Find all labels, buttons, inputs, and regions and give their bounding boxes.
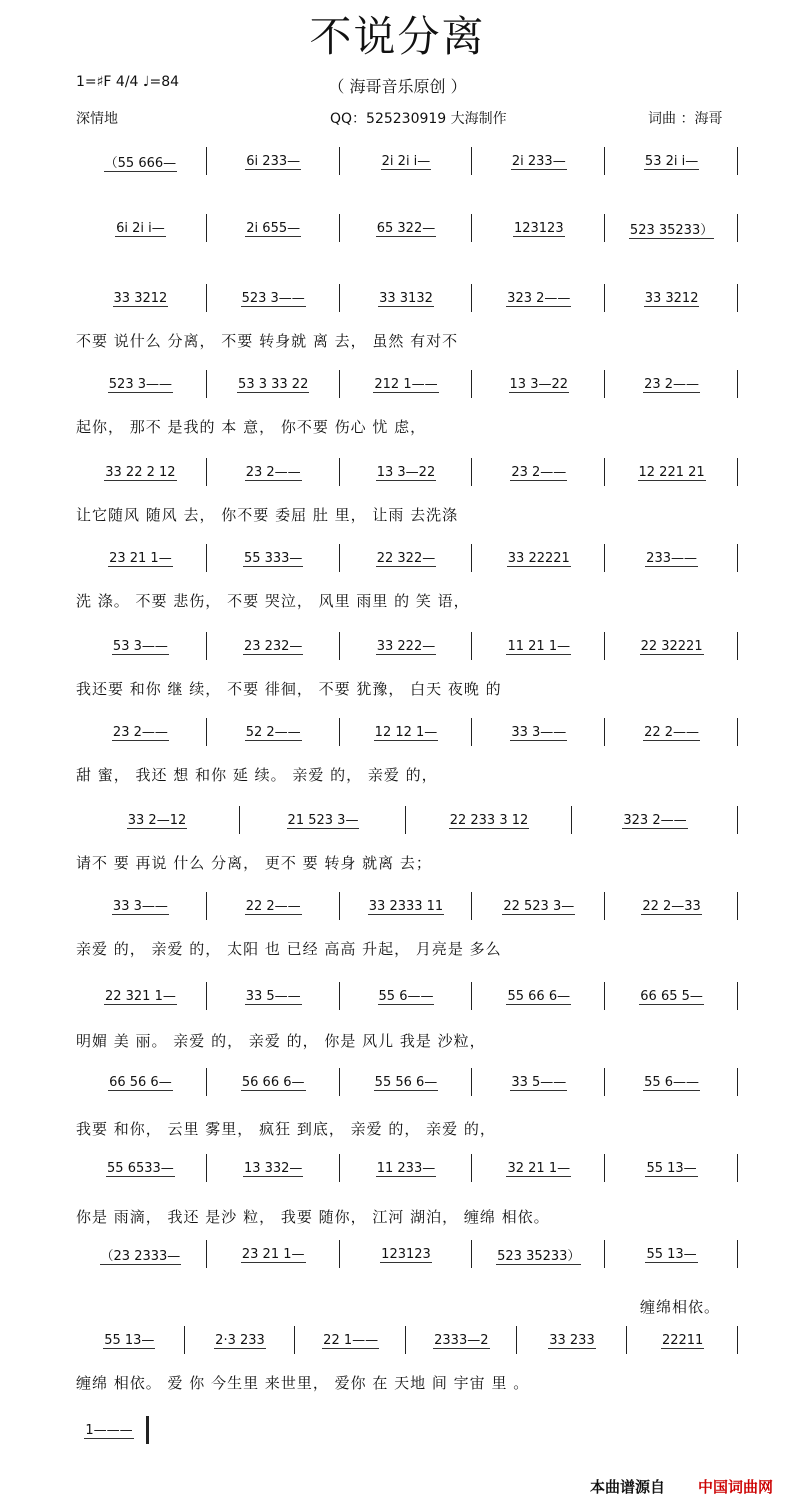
- measure-notes: 33 3132: [379, 291, 433, 306]
- music-line: [74, 716, 738, 750]
- measure-notes: 22 321 1—: [104, 989, 176, 1004]
- measure: [295, 1326, 406, 1356]
- measure: [472, 1154, 605, 1184]
- measure: [472, 284, 605, 314]
- measure-notes: 22 523 3—: [503, 899, 575, 914]
- music-line: [74, 630, 738, 664]
- measure: [605, 892, 738, 922]
- measure-notes: 123123: [381, 1247, 431, 1262]
- measure: [74, 806, 240, 836]
- measure-notes: 13 3—22: [376, 465, 436, 480]
- lyric-line: 我要 和你， 云里 雾里， 疯狂 到底， 亲爱 的， 亲爱 的，: [76, 1120, 496, 1138]
- measure-notes: 55 56 6—: [374, 1075, 438, 1090]
- measure-notes: 13 332—: [243, 1161, 303, 1176]
- measure: [406, 806, 572, 836]
- music-line: [74, 1324, 738, 1358]
- measure-notes: 23 2——: [511, 465, 567, 480]
- measure-notes: 33 233: [549, 1333, 595, 1348]
- measure-notes: （23 2333—: [100, 1245, 182, 1265]
- bar-line: [737, 806, 738, 834]
- measure: [74, 718, 207, 748]
- music-line: [74, 542, 738, 576]
- measure: [605, 214, 738, 244]
- measure-notes: 33 22221: [507, 551, 570, 566]
- lyric-line: 洗 涤。 不要 悲伤， 不要 哭泣， 风里 雨里 的 笑 语，: [76, 592, 470, 610]
- measure-notes: 33 22 2 12: [105, 465, 176, 480]
- measure-notes: 33 222—: [376, 639, 436, 654]
- measure: [472, 544, 605, 574]
- measure-notes: 23 21 1—: [241, 1247, 305, 1262]
- measure: [605, 370, 738, 400]
- measure-notes: 123123: [513, 221, 564, 236]
- measure: [472, 1240, 605, 1270]
- measure-notes: 2i 233—: [511, 154, 566, 169]
- measure-notes: 33 3——: [511, 725, 567, 740]
- subtitle: （ 海哥音乐原创 ）: [328, 77, 467, 96]
- measure: [605, 718, 738, 748]
- measure: [605, 458, 738, 488]
- measure-notes: 33 5——: [245, 989, 301, 1004]
- bar-line: [737, 718, 738, 746]
- measure: [74, 370, 207, 400]
- measure-notes: 55 6——: [378, 989, 434, 1004]
- measure: [340, 892, 473, 922]
- measure-notes: 22 233 3 12: [449, 813, 529, 828]
- measure-notes: 2i 2i i—: [381, 154, 431, 169]
- measure: [605, 1240, 738, 1270]
- measure-notes: 55 13—: [646, 1247, 697, 1262]
- measure: [207, 370, 340, 400]
- measure-notes: 55 6533—: [107, 1161, 174, 1176]
- measure-notes: 523 3——: [241, 291, 305, 306]
- measure: [472, 370, 605, 400]
- music-line: [74, 1066, 738, 1100]
- measure-notes: 12 12 1—: [374, 725, 438, 740]
- measure: [74, 1416, 144, 1446]
- measure-notes: 23 232—: [243, 639, 303, 654]
- measure-notes: 2333—2: [434, 1333, 489, 1348]
- lyric-line: 让它随风 随风 去， 你不要 委屈 肚 里， 让雨 去洗涤: [76, 506, 459, 524]
- measure: [472, 718, 605, 748]
- measure: [74, 892, 207, 922]
- measure: [207, 982, 340, 1012]
- measure-notes: 55 66 6—: [507, 989, 571, 1004]
- measure: [340, 370, 473, 400]
- measure: [74, 147, 207, 177]
- measure-notes: 53 2i i—: [644, 154, 699, 169]
- measure: [185, 1326, 296, 1356]
- measure-notes: 523 3——: [108, 377, 172, 392]
- measure-notes: 2i 655—: [246, 221, 301, 236]
- measure: [605, 982, 738, 1012]
- measure: [207, 284, 340, 314]
- measure-notes: 21 523 3—: [287, 813, 359, 828]
- bar-line: [737, 284, 738, 312]
- measure: [340, 284, 473, 314]
- measure-notes: 11 233—: [376, 1161, 436, 1176]
- lyric-line: 缠绵 相依。 爱 你 今生里 来世里， 爱你 在 天地 间 宇宙 里 。: [76, 1374, 530, 1392]
- measure-notes: 523 35233）: [496, 1245, 581, 1265]
- measure-notes: 53 3——: [112, 639, 168, 654]
- bar-line: [737, 370, 738, 398]
- measure: [472, 147, 605, 177]
- measure: [627, 1326, 738, 1356]
- lyric-line: 甜 蜜， 我还 想 和你 延 续。 亲爱 的， 亲爱 的，: [76, 766, 438, 784]
- music-line: [74, 145, 738, 179]
- measure: [207, 1240, 340, 1270]
- bar-line: [737, 214, 738, 242]
- measure: [74, 1154, 207, 1184]
- measure-notes: 22 2—33: [642, 899, 701, 914]
- lyric-line: 亲爱 的， 亲爱 的， 太阳 也 已经 高高 升起， 月亮是 多么: [76, 940, 502, 958]
- measure: [605, 147, 738, 177]
- lyric-line: 我还要 和你 继 续， 不要 徘徊， 不要 犹豫， 白天 夜晚 的: [76, 680, 502, 698]
- music-line: [74, 980, 738, 1014]
- measure: [207, 458, 340, 488]
- measure: [340, 1240, 473, 1270]
- bar-line: [737, 1068, 738, 1096]
- lyric-line: 起你， 那不 是我的 本 意， 你不要 伤心 忧 虑，: [76, 418, 427, 436]
- measure: [605, 632, 738, 662]
- measure: [74, 1326, 185, 1356]
- measure: [340, 632, 473, 662]
- measure-notes: 55 13—: [646, 1161, 697, 1176]
- measure: [74, 1068, 207, 1098]
- measure: [605, 1068, 738, 1098]
- measure-notes: 22211: [661, 1333, 704, 1348]
- measure: [340, 718, 473, 748]
- measure-notes: 13 3—22: [509, 377, 569, 392]
- lyric-line: 缠绵相依。: [640, 1298, 721, 1316]
- source-site-link[interactable]: 中国词曲网: [698, 1478, 774, 1496]
- measure-notes: 52 2——: [245, 725, 301, 740]
- measure: [207, 214, 340, 244]
- bar-line: [737, 147, 738, 175]
- final-bar-line: [146, 1416, 149, 1444]
- measure-notes: 33 3212: [644, 291, 699, 306]
- measure: [605, 284, 738, 314]
- measure-notes: 212 1——: [374, 377, 438, 392]
- measure-notes: 6i 233—: [246, 154, 301, 169]
- measure: [517, 1326, 628, 1356]
- source-label: 本曲谱源自: [590, 1478, 666, 1496]
- measure: [406, 1326, 517, 1356]
- measure-notes: 23 2——: [245, 465, 301, 480]
- bar-line: [737, 1326, 738, 1354]
- measure-notes: 6i 2i i—: [116, 221, 165, 236]
- measure: [207, 632, 340, 662]
- music-line: [74, 890, 738, 924]
- measure-notes: 33 2—12: [127, 813, 187, 828]
- measure-notes: 22 322—: [376, 551, 436, 566]
- measure-notes: 323 2——: [507, 291, 571, 306]
- measure: [74, 1240, 207, 1270]
- lyric-line: 你是 雨滴， 我还 是沙 粒， 我要 随你， 江河 湖泊， 缠绵 相依。: [76, 1208, 550, 1226]
- measure: [74, 632, 207, 662]
- measure: [207, 892, 340, 922]
- measure-notes: 33 5——: [511, 1075, 567, 1090]
- performance-mood: 深情地: [76, 111, 118, 127]
- bar-line: [737, 458, 738, 486]
- measure-notes: 66 65 5—: [640, 989, 703, 1004]
- measure-notes: 22 1——: [323, 1333, 379, 1348]
- measure: [74, 458, 207, 488]
- measure-notes: 65 322—: [376, 221, 436, 236]
- measure: [472, 214, 605, 244]
- measure-notes: 22 2——: [245, 899, 301, 914]
- music-line: [74, 212, 738, 246]
- measure: [472, 1068, 605, 1098]
- measure: [74, 982, 207, 1012]
- measure-notes: 53 3 33 22: [238, 377, 309, 392]
- measure: [340, 1068, 473, 1098]
- measure: [207, 147, 340, 177]
- measure: [340, 458, 473, 488]
- measure: [207, 718, 340, 748]
- measure-notes: 66 56 6—: [109, 1075, 172, 1090]
- measure: [340, 544, 473, 574]
- measure: [74, 214, 207, 244]
- measure: [472, 982, 605, 1012]
- measure-notes: 56 66 6—: [241, 1075, 305, 1090]
- measure: [207, 544, 340, 574]
- bar-line: [737, 1240, 738, 1268]
- measure: [74, 544, 207, 574]
- measure-notes: 32 21 1—: [507, 1161, 571, 1176]
- measure: [340, 214, 473, 244]
- composer-credit: 词曲 ：海哥: [648, 111, 723, 127]
- measure: [340, 147, 473, 177]
- bar-line: [737, 1154, 738, 1182]
- music-line: [74, 456, 738, 490]
- measure-notes: 1———: [85, 1423, 133, 1438]
- lyric-line: 明媚 美 丽。 亲爱 的， 亲爱 的， 你是 风儿 我是 沙粒，: [76, 1032, 486, 1050]
- music-line: [74, 368, 738, 402]
- key-signature: 1=♯F 4/4 ♩=84: [76, 74, 180, 90]
- measure-notes: 11 21 1—: [507, 639, 571, 654]
- bar-line: [737, 544, 738, 572]
- measure-notes: （55 666—: [104, 152, 178, 172]
- measure: [207, 1154, 340, 1184]
- measure: [572, 806, 738, 836]
- measure: [240, 806, 406, 836]
- measure-notes: 55 333—: [243, 551, 303, 566]
- music-line: [74, 804, 738, 838]
- bar-line: [737, 632, 738, 660]
- measure: [605, 544, 738, 574]
- song-title: 不说分离: [309, 12, 486, 61]
- measure: [472, 632, 605, 662]
- lyric-line: 不要 说什么 分离， 不要 转身就 离 去， 虽然 有对不: [76, 332, 459, 350]
- music-line: [74, 1152, 738, 1186]
- measure: [472, 458, 605, 488]
- measure-notes: 23 21 1—: [109, 551, 172, 566]
- measure: [207, 1068, 340, 1098]
- measure-notes: 12 221 21: [638, 465, 705, 480]
- measure: [340, 982, 473, 1012]
- measure-notes: 2·3 233: [215, 1333, 265, 1348]
- measure: [605, 1154, 738, 1184]
- music-line: [74, 282, 738, 316]
- measure-notes: 55 6——: [644, 1075, 700, 1090]
- measure-notes: 55 13—: [104, 1333, 155, 1348]
- measure-notes: 523 35233）: [629, 219, 714, 239]
- measure-notes: 33 2333 11: [368, 899, 444, 914]
- music-line: [74, 1414, 738, 1448]
- measure-notes: 23 2——: [644, 377, 700, 392]
- measure-notes: 22 2——: [644, 725, 700, 740]
- measure-notes: 323 2——: [623, 813, 687, 828]
- measure-notes: 33 3——: [112, 899, 168, 914]
- measure-notes: 22 32221: [640, 639, 703, 654]
- measure: [74, 284, 207, 314]
- qq-info: QQ：525230919 大海制作: [330, 111, 507, 127]
- measure-notes: 233——: [646, 551, 697, 566]
- lyric-line: 请不 要 再说 什么 分离， 更不 要 转身 就离 去；: [76, 854, 432, 872]
- bar-line: [737, 982, 738, 1010]
- measure-notes: 23 2——: [112, 725, 168, 740]
- music-line: [74, 1238, 738, 1272]
- measure-notes: 33 3212: [113, 291, 168, 306]
- measure: [472, 892, 605, 922]
- bar-line: [737, 892, 738, 920]
- measure: [340, 1154, 473, 1184]
